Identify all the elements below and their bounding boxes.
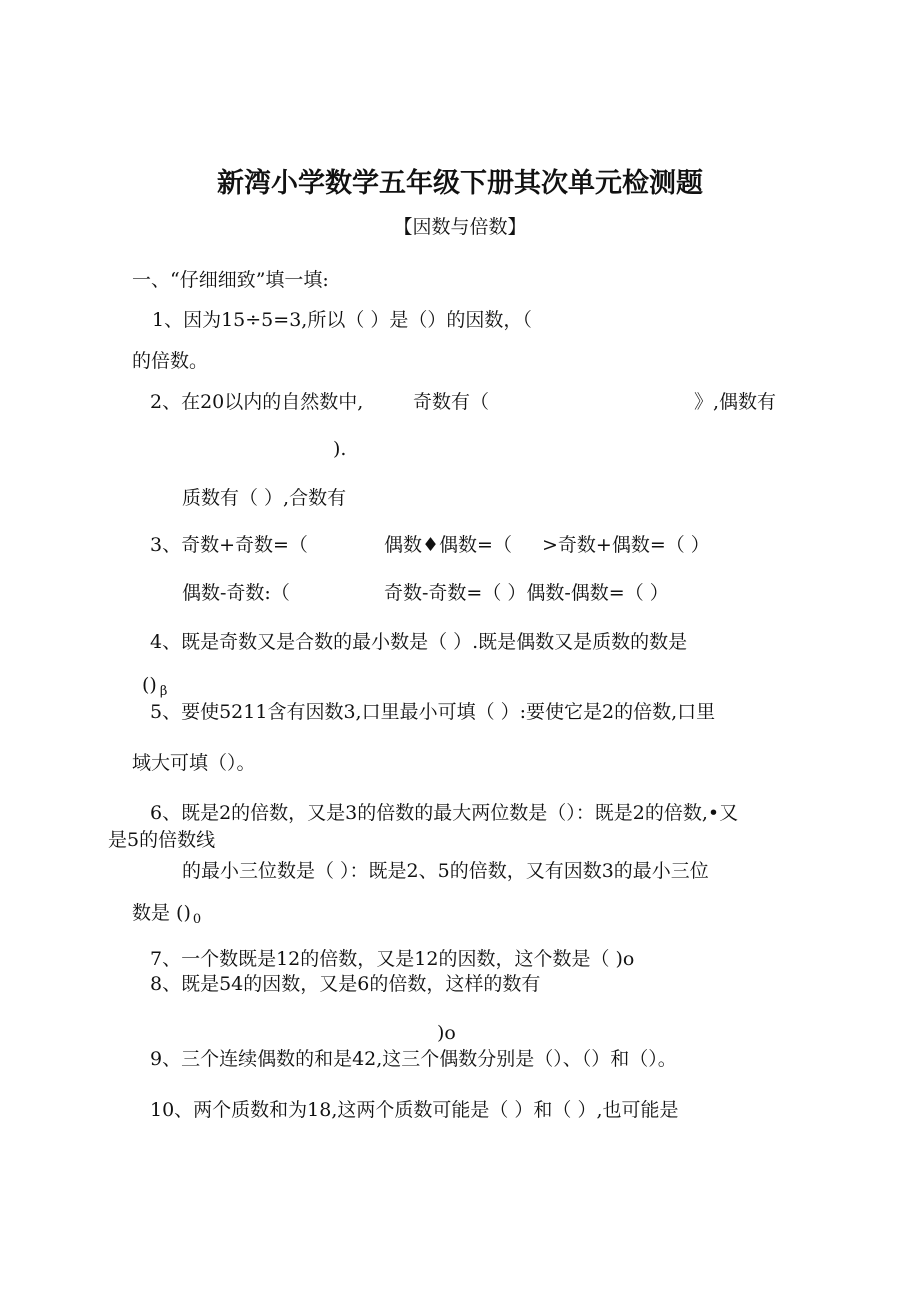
- question-7-line-1: 7、一个数既是12的倍数，又是12的因数，这个数是（ )o: [150, 948, 635, 970]
- question-1-line-1: 1、因为15÷5=3,所以（ ）是（）的因数，（: [152, 309, 532, 331]
- question-6-line-3: 的最小三位数是（ ）：既是2、5的倍数，又有因数3的最小三位: [182, 860, 709, 882]
- question-3-even-minus-odd: 偶数-奇数:（: [182, 582, 290, 604]
- question-10-line-1: 10、两个质数和为18,这两个质数可能是（ ）和（ ）,也可能是: [150, 1099, 679, 1121]
- question-4-line-1: 4、既是奇数又是合数的最小数是（ ）.既是偶数又是质数的数是: [150, 631, 688, 653]
- question-2-intro: 2、在20以内的自然数中,: [150, 391, 364, 413]
- question-3-differences: 奇数-奇数=（ ）偶数-偶数=（ ）: [384, 582, 669, 604]
- question-3-even-plus-even: 偶数♦偶数=（: [384, 534, 512, 556]
- question-3-odd-plus-even: >奇数+偶数=（ ）: [542, 534, 710, 556]
- question-9-line-1: 9、三个连续偶数的和是42,这三个偶数分别是（）、（）和（）。: [150, 1048, 677, 1070]
- question-6-mark: 0: [192, 912, 202, 927]
- question-6-line-4: [132, 902, 202, 927]
- question-4-blank: (): [142, 674, 157, 696]
- page-subtitle: 【因数与倍数】: [393, 216, 527, 238]
- question-2-odd: 奇数有（: [413, 391, 490, 413]
- question-1-line-2: 的倍数。: [132, 350, 209, 372]
- question-2-line-2: ).: [333, 438, 347, 460]
- question-6-blank: 数是 (): [132, 902, 191, 924]
- question-4-line-2: [142, 674, 168, 699]
- question-6-line-2: 是5的倍数线: [108, 829, 216, 851]
- question-8-line-2: )o: [437, 1022, 456, 1044]
- question-8-line-1: 8、既是54的因数，又是6的倍数，这样的数有: [150, 973, 541, 995]
- question-4-mark: β: [159, 684, 168, 699]
- question-2-line-3: 质数有（ ）,合数有: [182, 487, 347, 509]
- question-6-line-1: 6、既是2的倍数，又是3的倍数的最大两位数是（）：既是2的倍数,•又: [150, 802, 739, 824]
- question-5-line-1: 5、要使5211含有因数3,口里最小可填（ ）:要使它是2的倍数,口里: [150, 701, 716, 723]
- page-title: 新湾小学数学五年级下册其次单元检测题: [217, 168, 703, 199]
- question-3-odd-plus-odd: 3、奇数+奇数=（: [150, 534, 308, 556]
- section-heading: 一、“仔细细致”填一填:: [132, 269, 329, 291]
- question-2-even: 》,偶数有: [694, 391, 777, 413]
- question-5-line-2: 域大可填（）。: [132, 752, 256, 774]
